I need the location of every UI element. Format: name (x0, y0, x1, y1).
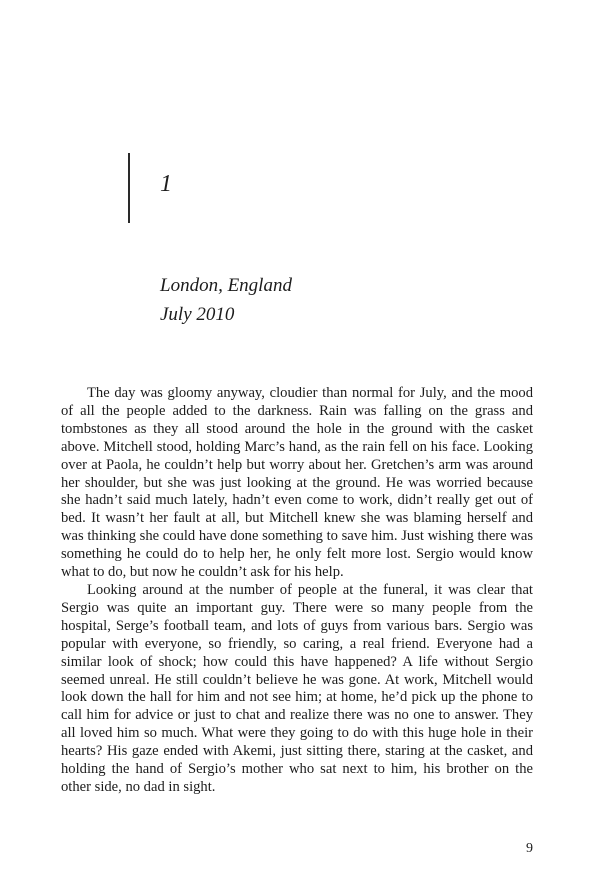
chapter-heading (160, 271, 292, 329)
chapter-number: 1 (160, 171, 172, 197)
date-line: July 2010 (160, 304, 235, 325)
paragraph: Looking around at the number of people at the funeral, it was clear that Sergio was quite an important guy. There were so many people from the hospital, Serge’s football team, and lots of guys from various bars. Sergio was popular with everyone, so friendly, so caring, a real friend. Everyone had a similar look of shock; how could this have happened? A life without Sergio seemed unreal. He still couldn’t believe he was gone. At work, Mitchell would look down the hall for him and not see him; at home, he’d pick up the phone to call him for advice or just to chat and realize there was no one to answer. They all loved him so much. What were they going to do with this huge hole in their hearts? His gaze ended with Akemi, just sitting there, staring at the casket, and holding the hand of Sergio’s mother who sat next to him, his brother on the other side, no dad in sight. (61, 581, 533, 795)
page-number: 9 (526, 841, 533, 856)
location-line: London, England (160, 275, 292, 296)
paragraph: The day was gloomy anyway, cloudier than normal for July, and the mood of all the people added to the darkness. Rain was falling on the grass and tombstones as they all stood around the hole in the ground with the casket above. Mitchell stood, holding Marc’s hand, as the rain fell on his face. Looking over at Paola, he couldn’t help but worry about her. Gretchen’s arm was around her shoulder, but she was just looking at the ground. He was worried because she hadn’t said much lately, hadn’t even come to work, didn’t really get out of bed. It wasn’t her fault at all, but Mitchell knew she was blaming herself and was thinking she could have done something to save him. Just wishing there was something he could do to help her, he only felt more lost. Sergio would know what to do, but now he couldn’t ask for his help. (61, 385, 533, 581)
chapter-divider (128, 153, 130, 223)
body-text (61, 385, 533, 797)
